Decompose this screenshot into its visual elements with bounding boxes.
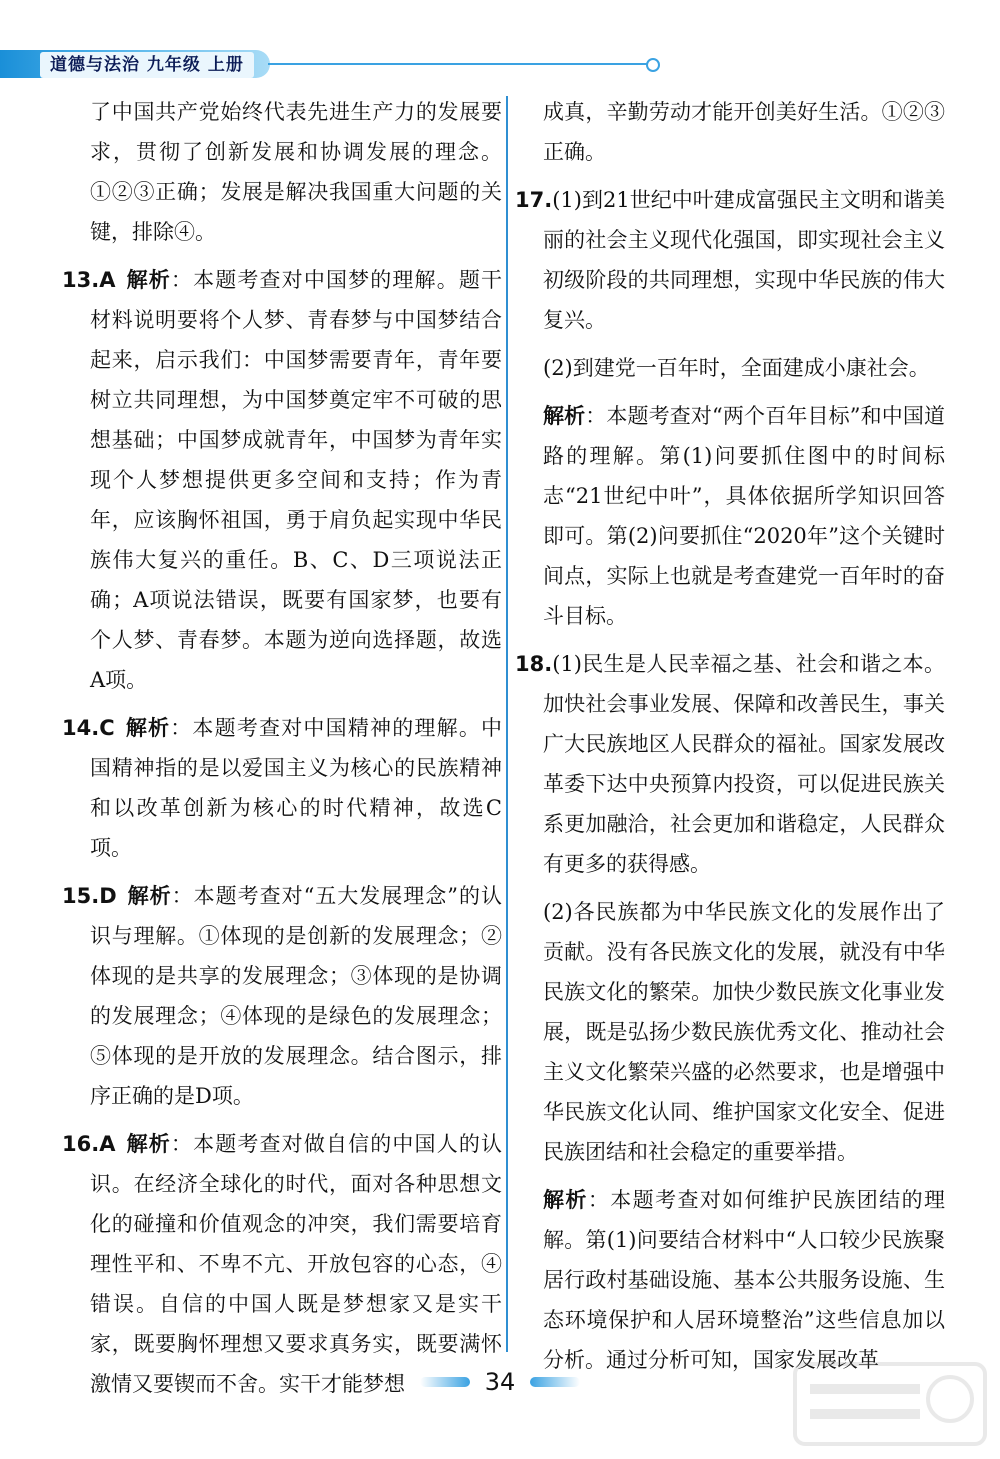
analysis-label: 解析 — [543, 1188, 588, 1212]
item-number: 17. — [515, 188, 553, 212]
item-number: 14.C — [62, 716, 115, 740]
item-number: 13.A — [62, 268, 116, 292]
column-divider — [506, 96, 508, 1352]
watermark-logo-icon — [790, 1359, 990, 1449]
header-dot-icon — [646, 58, 660, 72]
paragraph-text: (1)民生是人民幸福之基、社会和谐之本。加快社会事业发展、保障和改善民生，事关广大民族地区人民群众的福祉。国家发展改革委下达中央预算内投资，可以促进民族关系更加融洽，社会更加和谐稳定，人民群众有更多的获得感。 — [543, 652, 945, 876]
paragraph-text: (2)到建党一百年时，全面建成小康社会。 — [543, 356, 930, 380]
answer-item-17 — [515, 180, 945, 340]
item-number: 18. — [515, 652, 553, 676]
answer-item-16 — [62, 1124, 502, 1404]
analysis-18 — [515, 1180, 945, 1380]
item-number: 15.D — [62, 884, 117, 908]
analysis-label: 解析 — [125, 268, 171, 292]
left-column — [62, 92, 502, 1412]
answer-item-18-part-2 — [515, 892, 945, 1172]
paragraph-text: ：本题考查对中国精神的理解。中国精神指的是以爱国主义为核心的民族精神和以改革创新为核心的时代精神，故选C项。 — [90, 716, 503, 860]
analysis-label: 解析 — [543, 404, 586, 428]
analysis-label: 解析 — [125, 1132, 171, 1156]
paragraph-text: ：本题考查对做自信的中国人的认识。在经济全球化的时代，面对各种思想文化的碰撞和价值观念的冲突，我们需要培育理性平和、不卑不亢、开放包容的心态，④错误。自信的中国人既是梦想家又是实干家，既要胸怀理想又要求真务实，既要满怀激情又要锲而不舍。实干才能梦想 — [90, 1132, 503, 1396]
paragraph-text: (1)到21世纪中叶建成富强民主文明和谐美丽的社会主义现代化强国，即实现社会主义初级阶段的共同理想，实现中华民族的伟大复兴。 — [543, 188, 945, 332]
answer-item-14 — [62, 708, 502, 868]
paragraph-text: (2)各民族都为中华民族文化的发展作出了贡献。没有各民族文化的发展，就没有中华民族文化的繁荣。加快少数民族文化事业发展，既是弘扬少数民族优秀文化、推动社会主义文化繁荣兴盛的必然要求，也是增强中华民族文化认同、维护国家文化安全、促进民族团结和社会稳定的重要举措。 — [543, 900, 945, 1164]
paragraph-text: 了中国共产党始终代表先进生产力的发展要求，贯彻了创新发展和协调发展的理念。①②③正确；发展是解决我国重大问题的关键，排除④。 — [90, 100, 502, 244]
answer-item-13 — [62, 260, 502, 700]
footer-decoration-left — [420, 1377, 470, 1387]
paragraph-text: 成真，辛勤劳动才能开创美好生活。①②③正确。 — [543, 100, 945, 164]
header-rule — [268, 63, 648, 65]
item-number: 16.A — [62, 1132, 116, 1156]
answer-item-18 — [515, 644, 945, 884]
analysis-17 — [515, 396, 945, 636]
analysis-label: 解析 — [124, 716, 171, 740]
answer-continuation — [515, 92, 945, 172]
paragraph-text: ：本题考查对“两个百年目标”和中国道路的理解。第(1)问要抓住图中的时间标志“21世纪中叶”，具体依据所学知识回答即可。第(2)问要抓住“2020年”这个关键时间点，实际上也就是考查建党一百年时的奋斗目标。 — [543, 404, 945, 628]
analysis-label: 解析 — [126, 884, 172, 908]
answer-item-15 — [62, 876, 502, 1116]
footer-decoration-right — [530, 1377, 580, 1387]
running-header-title: 道德与法治 九年级 上册 — [40, 52, 254, 78]
right-column — [515, 92, 945, 1388]
page-number: 34 — [484, 1368, 516, 1396]
answer-item-17-part-2 — [515, 348, 945, 388]
answer-continuation — [62, 92, 502, 252]
paragraph-text: ：本题考查对“五大发展理念”的认识与理解。①体现的是创新的发展理念；②体现的是共享的发展理念；③体现的是协调的发展理念；④体现的是绿色的发展理念；⑤体现的是开放的发展理念。结合图示，排序正确的是D项。 — [90, 884, 502, 1108]
paragraph-text: ：本题考查对如何维护民族团结的理解。第(1)问要结合材料中“人口较少民族聚居行政村基础设施、基本公共服务设施、生态环境保护和人居环境整治”这些信息加以分析。通过分析可知，国家发展改革 — [543, 1188, 946, 1372]
paragraph-text: ：本题考查对中国梦的理解。题干材料说明要将个人梦、青春梦与中国梦结合起来，启示我们：中国梦需要青年，青年要树立共同理想，为中国梦奠定牢不可破的思想基础；中国梦成就青年，中国梦为青年实现个人梦想提供更多空间和支持；作为青年，应该胸怀祖国，勇于肩负起实现中华民族伟大复兴的重任。B、C、D三项说法正确；A项说法错误，既要有国家梦，也要有个人梦、青春梦。本题为逆向选择题，故选A项。 — [90, 268, 503, 692]
